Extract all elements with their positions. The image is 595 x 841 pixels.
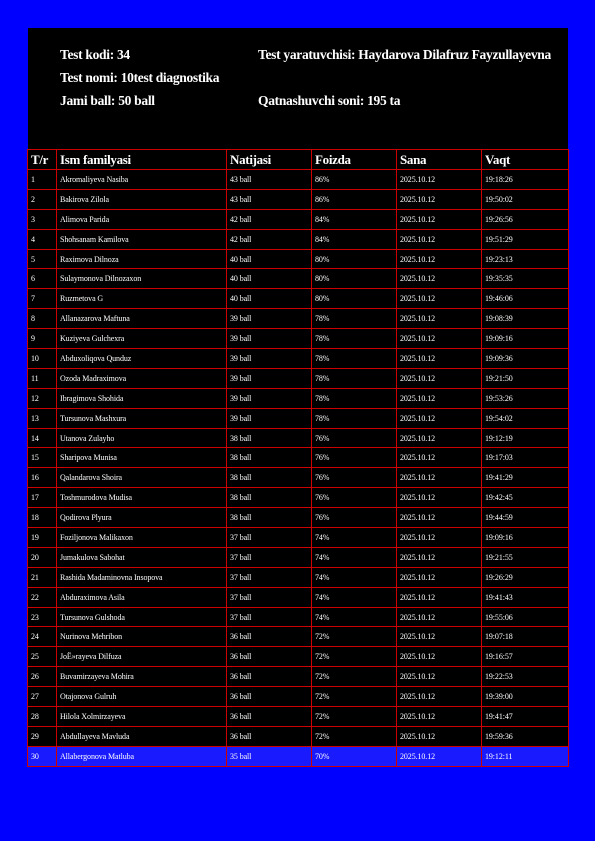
- test-name: Test nomi: 10test diagnostika: [60, 70, 220, 85]
- row-number: 10: [28, 349, 57, 369]
- row-number: 3: [28, 209, 57, 229]
- row-number: 5: [28, 249, 57, 269]
- date: 2025.10.12: [397, 349, 482, 369]
- test-creator: Test yaratuvchisi: Haydarova Dilafruz Fayzullayevna: [258, 47, 551, 62]
- column-header-time: Vaqt: [482, 150, 569, 170]
- percent: 74%: [312, 528, 397, 548]
- percent: 74%: [312, 587, 397, 607]
- time: 19:35:35: [482, 269, 569, 289]
- row-number: 1: [28, 170, 57, 190]
- table-row: [28, 170, 569, 190]
- student-name: Kuziyeva Gulchexra: [57, 329, 227, 349]
- column-header-number: T/r: [28, 150, 57, 170]
- student-name: Raximova Dilnoza: [57, 249, 227, 269]
- student-name: Qalandarova Shoira: [57, 468, 227, 488]
- row-number: 9: [28, 329, 57, 349]
- date: 2025.10.12: [397, 667, 482, 687]
- time: 19:41:43: [482, 587, 569, 607]
- student-name: Bakirova Zilola: [57, 189, 227, 209]
- table-row: [28, 349, 569, 369]
- score: 39 ball: [227, 408, 312, 428]
- score: 43 ball: [227, 170, 312, 190]
- time: 19:53:26: [482, 388, 569, 408]
- score: 37 ball: [227, 587, 312, 607]
- test-info-header: [28, 28, 568, 150]
- table-row: [28, 408, 569, 428]
- percent: 78%: [312, 349, 397, 369]
- score: 37 ball: [227, 567, 312, 587]
- row-number: 17: [28, 488, 57, 508]
- time: 19:44:59: [482, 508, 569, 528]
- time: 19:21:50: [482, 368, 569, 388]
- total-score: Jami ball: 50 ball: [60, 93, 155, 108]
- date: 2025.10.12: [397, 547, 482, 567]
- row-number: 12: [28, 388, 57, 408]
- percent: 72%: [312, 667, 397, 687]
- table-header-row: [28, 150, 569, 170]
- table-row: [28, 289, 569, 309]
- table-row: [28, 368, 569, 388]
- time: 19:17:03: [482, 448, 569, 468]
- participant-count: Qatnashuvchi soni: 195 ta: [258, 93, 401, 108]
- table-row: [28, 249, 569, 269]
- time: 19:12:19: [482, 428, 569, 448]
- date: 2025.10.12: [397, 468, 482, 488]
- time: 19:46:06: [482, 289, 569, 309]
- student-name: Toshmurodova Mudisa: [57, 488, 227, 508]
- percent: 76%: [312, 448, 397, 468]
- score: 42 ball: [227, 229, 312, 249]
- time: 19:12:11: [482, 746, 569, 766]
- date: 2025.10.12: [397, 368, 482, 388]
- percent: 72%: [312, 627, 397, 647]
- score: 42 ball: [227, 209, 312, 229]
- time: 19:55:06: [482, 607, 569, 627]
- table-row: [28, 508, 569, 528]
- table-row: [28, 528, 569, 548]
- time: 19:21:55: [482, 547, 569, 567]
- time: 19:41:47: [482, 707, 569, 727]
- test-code: Test kodi: 34: [60, 47, 130, 62]
- percent: 84%: [312, 229, 397, 249]
- student-name: Hilola Xolmirzayeva: [57, 707, 227, 727]
- date: 2025.10.12: [397, 189, 482, 209]
- student-name: Allabergonova Matluba: [57, 746, 227, 766]
- percent: 78%: [312, 388, 397, 408]
- time: 19:51:29: [482, 229, 569, 249]
- student-name: Abdullayeva Mavluda: [57, 726, 227, 746]
- row-number: 14: [28, 428, 57, 448]
- percent: 76%: [312, 508, 397, 528]
- time: 19:50:02: [482, 189, 569, 209]
- percent: 78%: [312, 408, 397, 428]
- date: 2025.10.12: [397, 607, 482, 627]
- percent: 80%: [312, 269, 397, 289]
- score: 38 ball: [227, 428, 312, 448]
- column-header-date: Sana: [397, 150, 482, 170]
- student-name: Jumakulova Sabohat: [57, 547, 227, 567]
- score: 40 ball: [227, 289, 312, 309]
- date: 2025.10.12: [397, 528, 482, 548]
- score: 43 ball: [227, 189, 312, 209]
- table-row: [28, 647, 569, 667]
- percent: 74%: [312, 567, 397, 587]
- student-name: Nurinova Mehribon: [57, 627, 227, 647]
- student-name: Ruzmetova G: [57, 289, 227, 309]
- score: 38 ball: [227, 488, 312, 508]
- time: 19:26:56: [482, 209, 569, 229]
- time: 19:59:36: [482, 726, 569, 746]
- table-row: [28, 329, 569, 349]
- score: 39 ball: [227, 309, 312, 329]
- percent: 84%: [312, 209, 397, 229]
- date: 2025.10.12: [397, 726, 482, 746]
- student-name: Ozoda Madraximova: [57, 368, 227, 388]
- student-name: Alimova Parida: [57, 209, 227, 229]
- time: 19:09:16: [482, 528, 569, 548]
- time: 19:09:36: [482, 349, 569, 369]
- table-row: [28, 707, 569, 727]
- date: 2025.10.12: [397, 249, 482, 269]
- score: 39 ball: [227, 349, 312, 369]
- row-number: 22: [28, 587, 57, 607]
- row-number: 21: [28, 567, 57, 587]
- table-row: [28, 726, 569, 746]
- row-number: 30: [28, 746, 57, 766]
- student-name: Tursunova Gulshoda: [57, 607, 227, 627]
- score: 36 ball: [227, 647, 312, 667]
- row-number: 25: [28, 647, 57, 667]
- table-row: [28, 388, 569, 408]
- student-name: Buvamirzayeva Mohira: [57, 667, 227, 687]
- percent: 78%: [312, 329, 397, 349]
- row-number: 8: [28, 309, 57, 329]
- percent: 72%: [312, 687, 397, 707]
- percent: 74%: [312, 547, 397, 567]
- percent: 86%: [312, 170, 397, 190]
- date: 2025.10.12: [397, 408, 482, 428]
- score: 38 ball: [227, 468, 312, 488]
- student-name: Ibragimova Shohida: [57, 388, 227, 408]
- score: 37 ball: [227, 547, 312, 567]
- table-row: [28, 687, 569, 707]
- score: 38 ball: [227, 448, 312, 468]
- percent: 76%: [312, 468, 397, 488]
- table-row: [28, 309, 569, 329]
- student-name: Rashida Madaminovna Insopova: [57, 567, 227, 587]
- table-body: [28, 170, 569, 767]
- time: 19:39:00: [482, 687, 569, 707]
- row-number: 24: [28, 627, 57, 647]
- table-row: [28, 428, 569, 448]
- table-row: [28, 547, 569, 567]
- date: 2025.10.12: [397, 488, 482, 508]
- date: 2025.10.12: [397, 707, 482, 727]
- score: 40 ball: [227, 249, 312, 269]
- column-header-percent: Foizda: [312, 150, 397, 170]
- score: 35 ball: [227, 746, 312, 766]
- score: 36 ball: [227, 627, 312, 647]
- score: 39 ball: [227, 368, 312, 388]
- row-number: 18: [28, 508, 57, 528]
- row-number: 11: [28, 368, 57, 388]
- row-number: 26: [28, 667, 57, 687]
- date: 2025.10.12: [397, 309, 482, 329]
- table-row: [28, 607, 569, 627]
- table-row: [28, 269, 569, 289]
- date: 2025.10.12: [397, 587, 482, 607]
- time: 19:23:13: [482, 249, 569, 269]
- time: 19:22:53: [482, 667, 569, 687]
- column-header-name: Ism familyasi: [57, 150, 227, 170]
- percent: 74%: [312, 607, 397, 627]
- score: 36 ball: [227, 707, 312, 727]
- percent: 70%: [312, 746, 397, 766]
- score: 37 ball: [227, 528, 312, 548]
- score: 36 ball: [227, 667, 312, 687]
- student-name: Foziljonova Malikaxon: [57, 528, 227, 548]
- row-number: 7: [28, 289, 57, 309]
- date: 2025.10.12: [397, 746, 482, 766]
- table-row: [28, 746, 569, 766]
- row-number: 29: [28, 726, 57, 746]
- time: 19:42:45: [482, 488, 569, 508]
- score: 36 ball: [227, 687, 312, 707]
- date: 2025.10.12: [397, 508, 482, 528]
- score: 37 ball: [227, 607, 312, 627]
- row-number: 23: [28, 607, 57, 627]
- time: 19:08:39: [482, 309, 569, 329]
- table-row: [28, 189, 569, 209]
- score: 38 ball: [227, 508, 312, 528]
- date: 2025.10.12: [397, 229, 482, 249]
- date: 2025.10.12: [397, 388, 482, 408]
- row-number: 6: [28, 269, 57, 289]
- time: 19:41:29: [482, 468, 569, 488]
- date: 2025.10.12: [397, 170, 482, 190]
- row-number: 13: [28, 408, 57, 428]
- time: 19:16:57: [482, 647, 569, 667]
- date: 2025.10.12: [397, 428, 482, 448]
- date: 2025.10.12: [397, 289, 482, 309]
- student-name: Akromaliyeva Nasiba: [57, 170, 227, 190]
- student-name: Abduraximova Asila: [57, 587, 227, 607]
- row-number: 15: [28, 448, 57, 468]
- time: 19:54:02: [482, 408, 569, 428]
- table-row: [28, 587, 569, 607]
- table-row: [28, 488, 569, 508]
- student-name: Shohsanam Kamilova: [57, 229, 227, 249]
- score: 39 ball: [227, 388, 312, 408]
- table-row: [28, 567, 569, 587]
- date: 2025.10.12: [397, 567, 482, 587]
- results-table: [27, 149, 569, 767]
- time: 19:09:16: [482, 329, 569, 349]
- row-number: 4: [28, 229, 57, 249]
- date: 2025.10.12: [397, 647, 482, 667]
- date: 2025.10.12: [397, 269, 482, 289]
- student-name: Abduxoliqova Qunduz: [57, 349, 227, 369]
- percent: 76%: [312, 428, 397, 448]
- date: 2025.10.12: [397, 448, 482, 468]
- table-row: [28, 667, 569, 687]
- student-name: Sulaymonova Dilnozaxon: [57, 269, 227, 289]
- student-name: Allanazarova Maftuna: [57, 309, 227, 329]
- student-name: JoЁ»rayeva Dilfuza: [57, 647, 227, 667]
- time: 19:26:29: [482, 567, 569, 587]
- table-row: [28, 627, 569, 647]
- score: 39 ball: [227, 329, 312, 349]
- row-number: 27: [28, 687, 57, 707]
- table-row: [28, 468, 569, 488]
- student-name: Tursunova Mashxura: [57, 408, 227, 428]
- student-name: Sharipova Munisa: [57, 448, 227, 468]
- row-number: 28: [28, 707, 57, 727]
- date: 2025.10.12: [397, 687, 482, 707]
- percent: 86%: [312, 189, 397, 209]
- table-row: [28, 229, 569, 249]
- percent: 72%: [312, 647, 397, 667]
- percent: 80%: [312, 249, 397, 269]
- row-number: 2: [28, 189, 57, 209]
- percent: 78%: [312, 368, 397, 388]
- date: 2025.10.12: [397, 329, 482, 349]
- percent: 72%: [312, 707, 397, 727]
- percent: 78%: [312, 309, 397, 329]
- student-name: Utanova Zulayho: [57, 428, 227, 448]
- score: 36 ball: [227, 726, 312, 746]
- row-number: 20: [28, 547, 57, 567]
- time: 19:07:18: [482, 627, 569, 647]
- column-header-result: Natijasi: [227, 150, 312, 170]
- percent: 72%: [312, 726, 397, 746]
- row-number: 19: [28, 528, 57, 548]
- row-number: 16: [28, 468, 57, 488]
- table-row: [28, 209, 569, 229]
- percent: 76%: [312, 488, 397, 508]
- student-name: Otajonova Gulruh: [57, 687, 227, 707]
- score: 40 ball: [227, 269, 312, 289]
- student-name: Qodirova Plyura: [57, 508, 227, 528]
- date: 2025.10.12: [397, 627, 482, 647]
- table-row: [28, 448, 569, 468]
- date: 2025.10.12: [397, 209, 482, 229]
- percent: 80%: [312, 289, 397, 309]
- time: 19:18:26: [482, 170, 569, 190]
